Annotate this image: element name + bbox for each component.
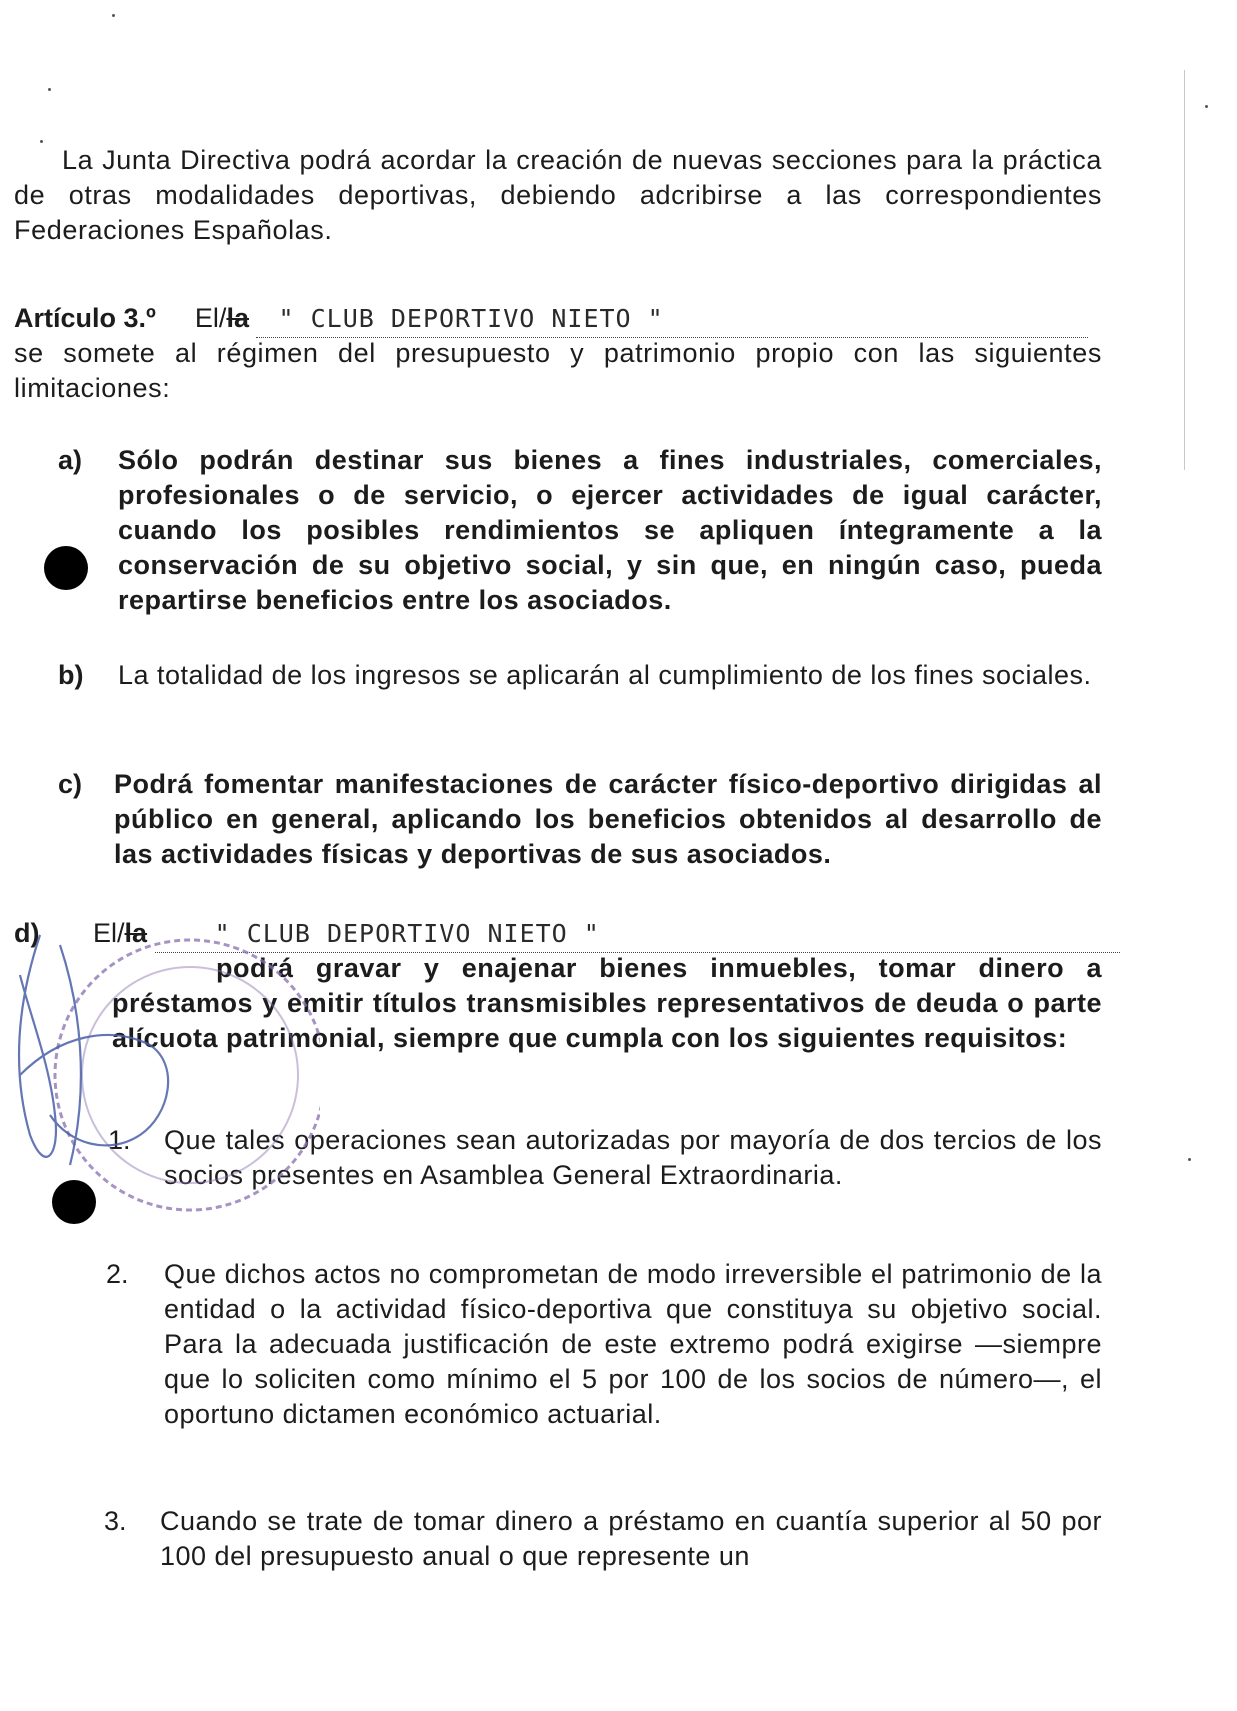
requirement-1-number: 1. [108, 1125, 131, 1155]
requirement-3-number: 3. [104, 1506, 127, 1536]
item-a-text: Sólo podrán destinar sus bienes a fines industriales, comerciales, profesionales o de servicio, o ejercer actividades de igual carácter, cuando los posibles rendimientos se apliquen íntegramente a la conservación de su objetivo social, y sin que, en ningún caso, pueda repartirse beneficios entre los asociados. [118, 445, 1102, 615]
punch-hole-mark [44, 546, 88, 590]
requirement-2-number: 2. [106, 1259, 129, 1289]
article-continuation: se somete al régimen del presupuesto y patrimonio propio con las siguientes limitaciones: [14, 338, 1102, 403]
item-c-mark: c) [58, 769, 83, 799]
speck [1188, 1158, 1191, 1161]
intro-paragraph: La Junta Directiva podrá acordar la creación de nuevas secciones para la práctica de otras modalidades deportivas, debiendo adcribirse a las correspondientes Federaciones Españolas. [14, 145, 1102, 245]
speck [112, 14, 115, 17]
requirement-3-text: Cuando se trate de tomar dinero a préstamo en cuantía superior al 50 por 100 del presupuesto anual o que represente un [160, 1506, 1102, 1571]
article-el-prefix: El/ [194, 303, 227, 333]
article-heading-line [14, 300, 1102, 336]
club-stamp [55, 940, 320, 1210]
stamp-and-signature [0, 915, 320, 1215]
speck [48, 88, 51, 91]
item-d-text: podrá gravar y enajenar bienes inmuebles, tomar dinero a préstamos y emitir títulos transmisibles representativos de deuda o parte alícuota patrimonial, siempre que cumpla con los siguientes requisitos: [112, 953, 1102, 1053]
requirement-2-text: Que dichos actos no comprometan de modo irreversible el patrimonio de la entidad o la actividad físico-deportiva que constituya su objetivo social. Para la adecuada justificación de este extremo podrá exigirse —siempre que lo soliciten como mínimo el 5 por 100 de los socios de número—, el oportuno dictamen económico actuarial. [164, 1259, 1102, 1429]
requirement-1-text: Que tales operaciones sean autorizadas por mayoría de dos tercios de los socios presentes en Asamblea General Extraordinaria. [164, 1125, 1102, 1190]
handwritten-signature [19, 935, 168, 1165]
item-a-mark: a) [58, 445, 83, 475]
margin-line [1184, 70, 1185, 470]
article-el-struck: la [226, 303, 249, 333]
speck [1205, 105, 1208, 108]
item-d-el-struck: la [124, 918, 148, 948]
article-label: Artículo 3.º [14, 303, 156, 333]
item-c-text: Podrá fomentar manifestaciones de carácter físico-deportivo dirigidas al público en general, aplicando los beneficios obtenidos al desarrollo de las actividades físicas y deportivas de sus asociados. [114, 769, 1102, 869]
item-d-el-prefix: El/ [93, 918, 125, 948]
item-d-club-name: " CLUB DEPORTIVO NIETO " [155, 916, 1120, 953]
item-b-mark: b) [58, 660, 84, 690]
article-club-name: " CLUB DEPORTIVO NIETO " [256, 301, 1088, 338]
item-d-mark: d) [14, 918, 40, 948]
item-b-text: La totalidad de los ingresos se aplicarán al cumplimiento de los fines sociales. [118, 660, 1092, 690]
